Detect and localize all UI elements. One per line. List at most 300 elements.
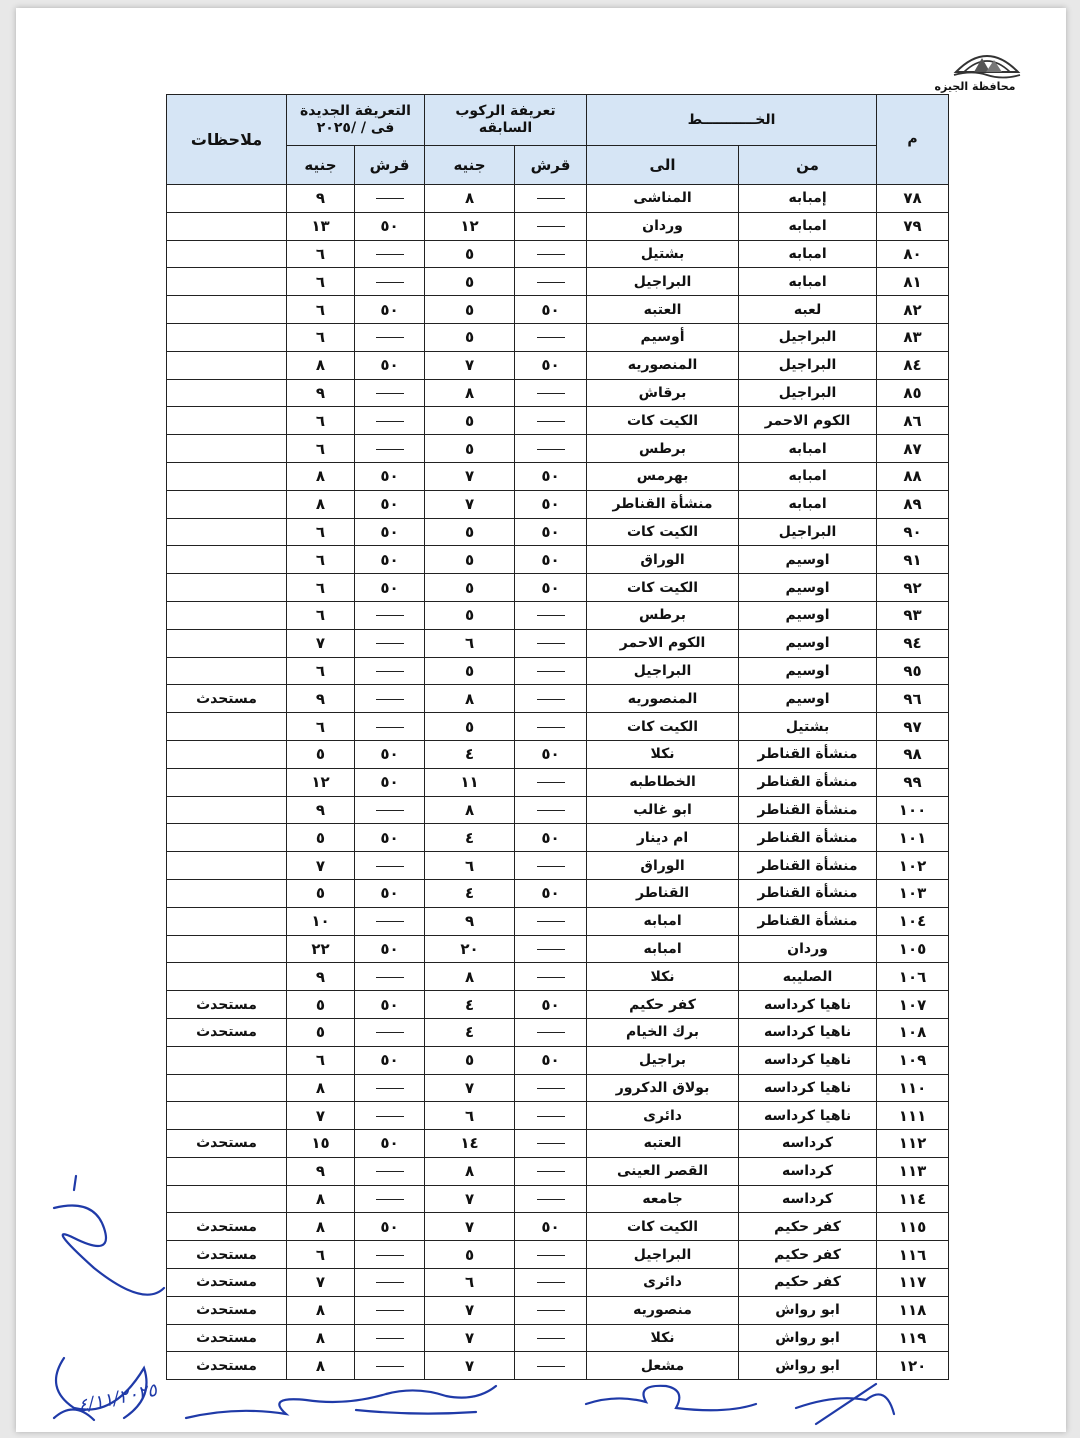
header-old-pound: جنيه [425, 146, 515, 185]
dash-mark [537, 949, 565, 950]
row-from: امبابه [739, 212, 877, 240]
row-to: نكلا [587, 963, 739, 991]
row-from: كفر حكيم [739, 1241, 877, 1269]
row-new-pound: ٨ [287, 351, 355, 379]
row-old-piaster [515, 768, 587, 796]
row-old-pound: ٧ [425, 462, 515, 490]
row-new-piaster [355, 963, 425, 991]
table-row [167, 546, 949, 574]
row-old-piaster: ٥٠ [515, 351, 587, 379]
dash-mark [537, 226, 565, 227]
row-number: ١١٢ [877, 1130, 949, 1158]
row-to: الكوم الاحمر [587, 629, 739, 657]
row-to: برقاش [587, 379, 739, 407]
row-number: ١١١ [877, 1102, 949, 1130]
row-new-pound: ١٥ [287, 1130, 355, 1158]
row-old-pound: ٧ [425, 1213, 515, 1241]
header-new-pound: جنيه [287, 146, 355, 185]
row-from: اوسيم [739, 601, 877, 629]
row-to: بهرمس [587, 462, 739, 490]
dash-mark [376, 393, 404, 394]
dash-mark [537, 782, 565, 783]
row-new-piaster: ٥٠ [355, 1130, 425, 1158]
row-new-pound: ٧ [287, 1102, 355, 1130]
row-new-piaster [355, 713, 425, 741]
row-notes: مستحدث [167, 685, 287, 713]
row-old-piaster [515, 1241, 587, 1269]
row-notes [167, 629, 287, 657]
table-row [167, 351, 949, 379]
row-old-piaster [515, 1102, 587, 1130]
row-notes [167, 879, 287, 907]
row-from: البراجيل [739, 518, 877, 546]
dash-mark [537, 1338, 565, 1339]
row-number: ٨٩ [877, 490, 949, 518]
row-new-pound: ٥ [287, 824, 355, 852]
header-to: الى [587, 146, 739, 185]
row-notes: مستحدث [167, 1130, 287, 1158]
row-from: اوسيم [739, 629, 877, 657]
row-to: القصر العينى [587, 1157, 739, 1185]
row-to: أوسيم [587, 323, 739, 351]
table-row [167, 852, 949, 880]
table-row [167, 991, 949, 1019]
row-to: الخطاطبه [587, 768, 739, 796]
table-row [167, 685, 949, 713]
row-number: ٩٠ [877, 518, 949, 546]
dash-mark [376, 1338, 404, 1339]
row-to: نكلا [587, 1324, 739, 1352]
row-old-piaster [515, 1130, 587, 1158]
row-number: ١٠١ [877, 824, 949, 852]
row-from: لعبه [739, 296, 877, 324]
dash-mark [537, 977, 565, 978]
header-old-piaster: قرش [515, 146, 587, 185]
dash-mark [537, 198, 565, 199]
row-new-piaster: ٥٠ [355, 740, 425, 768]
row-number: ٩٣ [877, 601, 949, 629]
row-new-piaster: ٥٠ [355, 296, 425, 324]
table-row [167, 1324, 949, 1352]
dash-mark [376, 1310, 404, 1311]
row-new-piaster: ٥٠ [355, 518, 425, 546]
dash-mark [537, 1282, 565, 1283]
row-notes: مستحدث [167, 991, 287, 1019]
row-old-piaster: ٥٠ [515, 296, 587, 324]
row-old-pound: ٨ [425, 1157, 515, 1185]
dash-mark [376, 198, 404, 199]
dash-mark [537, 1255, 565, 1256]
dash-mark [537, 699, 565, 700]
row-old-piaster [515, 1157, 587, 1185]
table-row [167, 1269, 949, 1297]
row-number: ٨٢ [877, 296, 949, 324]
row-to: البراجيل [587, 657, 739, 685]
dash-mark [537, 1143, 565, 1144]
row-old-piaster: ٥٠ [515, 879, 587, 907]
dash-mark [537, 449, 565, 450]
dash-mark [376, 699, 404, 700]
row-old-pound: ٤ [425, 991, 515, 1019]
row-new-pound: ٦ [287, 574, 355, 602]
row-to: دائرى [587, 1269, 739, 1297]
table-row [167, 1296, 949, 1324]
row-from: منشأة القناطر [739, 796, 877, 824]
row-from: البراجيل [739, 351, 877, 379]
row-old-pound: ٥ [425, 713, 515, 741]
row-new-piaster [355, 601, 425, 629]
row-number: ١٠٠ [877, 796, 949, 824]
row-old-pound: ٥ [425, 435, 515, 463]
row-notes [167, 1046, 287, 1074]
row-old-piaster [515, 907, 587, 935]
row-old-pound: ٨ [425, 685, 515, 713]
dash-mark [376, 727, 404, 728]
table-row [167, 1130, 949, 1158]
row-from: ناهيا كرداسه [739, 1074, 877, 1102]
row-new-pound: ٦ [287, 657, 355, 685]
row-old-piaster: ٥٠ [515, 518, 587, 546]
table-row [167, 1213, 949, 1241]
row-old-piaster [515, 963, 587, 991]
dash-mark [376, 421, 404, 422]
row-from: إمبابه [739, 185, 877, 213]
row-new-piaster: ٥٠ [355, 490, 425, 518]
row-new-pound: ٨ [287, 1296, 355, 1324]
row-new-pound: ٨ [287, 490, 355, 518]
row-from: الكوم الاحمر [739, 407, 877, 435]
row-new-piaster: ٥٠ [355, 574, 425, 602]
table-row [167, 740, 949, 768]
row-new-piaster [355, 1296, 425, 1324]
row-new-pound: ٥ [287, 991, 355, 1019]
row-from: ابو رواش [739, 1324, 877, 1352]
row-old-pound: ٨ [425, 379, 515, 407]
row-from: ناهيا كرداسه [739, 991, 877, 1019]
row-from: وردان [739, 935, 877, 963]
row-from: كفر حكيم [739, 1213, 877, 1241]
row-new-piaster [355, 407, 425, 435]
row-from: كرداسه [739, 1157, 877, 1185]
header-notes: ملاحظات [167, 95, 287, 185]
dash-mark [376, 1255, 404, 1256]
row-notes [167, 323, 287, 351]
row-to: ابو غالب [587, 796, 739, 824]
dash-mark [537, 1310, 565, 1311]
row-old-pound: ٥ [425, 407, 515, 435]
row-to: القناطر [587, 879, 739, 907]
row-number: ١١٥ [877, 1213, 949, 1241]
row-old-piaster [515, 601, 587, 629]
row-from: منشأة القناطر [739, 852, 877, 880]
row-number: ٧٨ [877, 185, 949, 213]
row-from: البراجيل [739, 379, 877, 407]
dash-mark [376, 254, 404, 255]
row-new-pound: ٩ [287, 1157, 355, 1185]
row-old-piaster [515, 1074, 587, 1102]
row-notes [167, 462, 287, 490]
row-old-piaster [515, 629, 587, 657]
row-from: منشأة القناطر [739, 824, 877, 852]
row-old-pound: ٥ [425, 1241, 515, 1269]
row-new-pound: ٧ [287, 629, 355, 657]
row-from: منشأة القناطر [739, 907, 877, 935]
row-to: العتبه [587, 296, 739, 324]
row-from: ابو رواش [739, 1352, 877, 1380]
row-from: ابو رواش [739, 1296, 877, 1324]
handwritten-date: ٤/١١/٢٠٢٥ [76, 1379, 159, 1417]
row-old-pound: ٥ [425, 574, 515, 602]
table-row [167, 768, 949, 796]
row-new-piaster [355, 629, 425, 657]
row-new-pound: ٨ [287, 1352, 355, 1380]
row-number: ٨٦ [877, 407, 949, 435]
row-new-piaster [355, 1185, 425, 1213]
row-old-piaster [515, 212, 587, 240]
row-number: ١١٦ [877, 1241, 949, 1269]
row-number: ٩٥ [877, 657, 949, 685]
row-old-piaster [515, 323, 587, 351]
row-old-pound: ٤ [425, 740, 515, 768]
table-row [167, 713, 949, 741]
row-to: المنصوريه [587, 685, 739, 713]
row-from: ناهيا كرداسه [739, 1102, 877, 1130]
row-old-piaster [515, 713, 587, 741]
row-new-piaster [355, 796, 425, 824]
row-new-piaster: ٥٠ [355, 935, 425, 963]
signature-bottom-1 [176, 1376, 506, 1432]
row-old-piaster: ٥٠ [515, 462, 587, 490]
row-old-piaster [515, 407, 587, 435]
table-row [167, 574, 949, 602]
row-notes [167, 657, 287, 685]
row-old-pound: ٩ [425, 907, 515, 935]
row-number: ٨٤ [877, 351, 949, 379]
row-to: كفر حكيم [587, 991, 739, 1019]
row-from: اوسيم [739, 546, 877, 574]
row-old-pound: ١١ [425, 768, 515, 796]
row-old-pound: ٥ [425, 240, 515, 268]
table-row [167, 935, 949, 963]
dash-mark [376, 977, 404, 978]
table-row [167, 796, 949, 824]
dash-mark [537, 1171, 565, 1172]
row-from: كرداسه [739, 1130, 877, 1158]
row-to: المنصوريه [587, 351, 739, 379]
dash-mark [376, 671, 404, 672]
row-to: الكيت كات [587, 407, 739, 435]
row-old-pound: ٦ [425, 629, 515, 657]
header-number: م [877, 95, 949, 185]
row-notes: مستحدث [167, 1241, 287, 1269]
row-number: ١٠٦ [877, 963, 949, 991]
dash-mark [537, 1116, 565, 1117]
row-new-pound: ١٠ [287, 907, 355, 935]
row-new-pound: ١٣ [287, 212, 355, 240]
row-to: الكيت كات [587, 1213, 739, 1241]
row-number: ٨٥ [877, 379, 949, 407]
row-new-pound: ٦ [287, 518, 355, 546]
row-old-pound: ٥ [425, 323, 515, 351]
row-old-piaster [515, 435, 587, 463]
table-row [167, 296, 949, 324]
row-number: ٧٩ [877, 212, 949, 240]
row-new-piaster [355, 185, 425, 213]
row-new-piaster: ٥٠ [355, 824, 425, 852]
row-old-pound: ٥ [425, 546, 515, 574]
row-notes: مستحدث [167, 1352, 287, 1380]
row-from: ناهيا كرداسه [739, 1018, 877, 1046]
row-old-pound: ٧ [425, 1185, 515, 1213]
row-number: ١١٨ [877, 1296, 949, 1324]
row-to: برطس [587, 435, 739, 463]
row-notes [167, 713, 287, 741]
row-to: نكلا [587, 740, 739, 768]
row-old-pound: ٤ [425, 1018, 515, 1046]
row-old-piaster [515, 657, 587, 685]
row-notes: مستحدث [167, 1213, 287, 1241]
row-new-pound: ٩ [287, 963, 355, 991]
row-old-pound: ٧ [425, 1296, 515, 1324]
row-old-piaster [515, 1185, 587, 1213]
row-new-piaster [355, 435, 425, 463]
dash-mark [376, 449, 404, 450]
row-number: ١٠٥ [877, 935, 949, 963]
row-new-pound: ٦ [287, 323, 355, 351]
row-number: ٩٨ [877, 740, 949, 768]
row-notes [167, 796, 287, 824]
header-from: من [739, 146, 877, 185]
row-old-pound: ٨ [425, 796, 515, 824]
row-number: ١٠٧ [877, 991, 949, 1019]
row-old-piaster: ٥٠ [515, 824, 587, 852]
row-new-piaster [355, 1074, 425, 1102]
row-notes: مستحدث [167, 1269, 287, 1297]
row-new-pound: ٦ [287, 435, 355, 463]
row-number: ٩٧ [877, 713, 949, 741]
row-old-piaster [515, 1324, 587, 1352]
row-new-piaster: ٥٠ [355, 991, 425, 1019]
row-to: الكيت كات [587, 574, 739, 602]
fares-table [166, 94, 949, 1380]
row-number: ١١٣ [877, 1157, 949, 1185]
row-number: ٩٦ [877, 685, 949, 713]
row-old-pound: ١٢ [425, 212, 515, 240]
row-from: ناهيا كرداسه [739, 1046, 877, 1074]
row-old-pound: ٥ [425, 601, 515, 629]
row-number: ١١٩ [877, 1324, 949, 1352]
dash-mark [537, 282, 565, 283]
dash-mark [537, 1199, 565, 1200]
row-old-piaster [515, 268, 587, 296]
row-to: برطس [587, 601, 739, 629]
row-number: ٨٣ [877, 323, 949, 351]
row-notes [167, 907, 287, 935]
row-notes [167, 212, 287, 240]
row-new-piaster [355, 1018, 425, 1046]
row-new-pound: ٩ [287, 379, 355, 407]
row-new-piaster: ٥٠ [355, 351, 425, 379]
row-old-pound: ٤ [425, 824, 515, 852]
row-old-pound: ٦ [425, 1269, 515, 1297]
dash-mark [537, 254, 565, 255]
dash-mark [537, 810, 565, 811]
row-notes [167, 407, 287, 435]
row-new-pound: ٨ [287, 1213, 355, 1241]
row-old-piaster [515, 1269, 587, 1297]
dash-mark [376, 921, 404, 922]
dash-mark [376, 1171, 404, 1172]
row-old-piaster: ٥٠ [515, 546, 587, 574]
row-old-piaster: ٥٠ [515, 1213, 587, 1241]
row-to: الوراق [587, 852, 739, 880]
dash-mark [537, 615, 565, 616]
row-to: الوراق [587, 546, 739, 574]
row-number: ١١٠ [877, 1074, 949, 1102]
signature-bottom-2 [576, 1374, 906, 1432]
table-row [167, 212, 949, 240]
row-new-piaster [355, 379, 425, 407]
row-notes [167, 240, 287, 268]
row-from: امبابه [739, 240, 877, 268]
row-new-piaster [355, 323, 425, 351]
row-new-piaster [355, 657, 425, 685]
row-old-piaster: ٥٠ [515, 574, 587, 602]
row-number: ١١٤ [877, 1185, 949, 1213]
row-number: ١٠٣ [877, 879, 949, 907]
dash-mark [537, 727, 565, 728]
row-old-pound: ٧ [425, 490, 515, 518]
row-old-pound: ٥ [425, 657, 515, 685]
row-to: مشعل [587, 1352, 739, 1380]
row-notes [167, 601, 287, 629]
dash-mark [376, 1366, 404, 1367]
row-from: كفر حكيم [739, 1269, 877, 1297]
row-from: اوسيم [739, 685, 877, 713]
table-row [167, 824, 949, 852]
table-row [167, 1157, 949, 1185]
row-notes [167, 963, 287, 991]
row-new-pound: ٦ [287, 240, 355, 268]
row-number: ٩١ [877, 546, 949, 574]
row-to: البراجيل [587, 1241, 739, 1269]
row-notes: مستحدث [167, 1324, 287, 1352]
row-notes [167, 185, 287, 213]
table-row [167, 1074, 949, 1102]
table-row [167, 601, 949, 629]
dash-mark [537, 921, 565, 922]
row-notes [167, 351, 287, 379]
row-notes [167, 1157, 287, 1185]
row-old-piaster [515, 852, 587, 880]
dash-mark [537, 1088, 565, 1089]
row-to: براجيل [587, 1046, 739, 1074]
row-from: امبابه [739, 268, 877, 296]
row-new-pound: ٦ [287, 713, 355, 741]
dash-mark [537, 643, 565, 644]
dash-mark [376, 1032, 404, 1033]
dash-mark [537, 421, 565, 422]
row-new-piaster [355, 1324, 425, 1352]
dash-mark [537, 1366, 565, 1367]
row-new-piaster: ٥٠ [355, 1046, 425, 1074]
row-notes [167, 518, 287, 546]
row-new-piaster [355, 852, 425, 880]
row-new-piaster [355, 907, 425, 935]
table-row [167, 907, 949, 935]
row-old-piaster [515, 185, 587, 213]
row-old-piaster [515, 685, 587, 713]
